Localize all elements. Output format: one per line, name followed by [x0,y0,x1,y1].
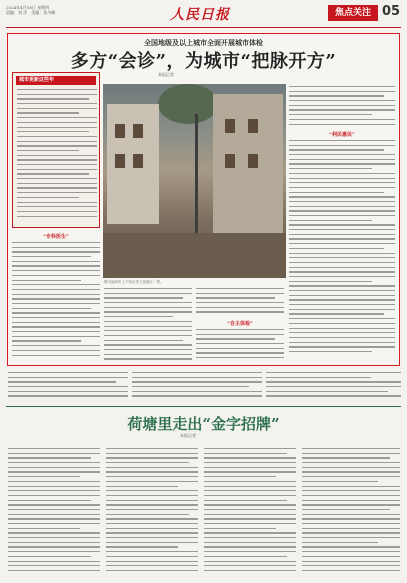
page-number: 05 [382,4,401,19]
subhead-3: “利民惠民” [329,132,355,138]
date-line: 2024年4月18日 星期四 [6,5,50,10]
feature-photo [103,84,286,278]
lower-col-2-text [106,448,198,578]
lower-headline: 荷塘里走出“金字招牌” [127,415,280,433]
feature-headline: 多方“会诊”，为城市“把脉开方” [70,51,337,72]
lower-divider [6,406,401,407]
right-column-text-a [289,86,395,128]
photo-caption: 图为福州市上下杭历史文化街区一景。 [104,280,164,284]
lower-col-4-text [302,448,400,578]
feature-byline: 本报记者 [158,72,174,77]
lower-col-1-text [8,448,100,578]
middle-col-2-text-a [196,288,284,318]
subhead-2: “自主体检” [227,321,253,327]
lower-byline: 本报记者 [180,433,196,438]
lower-left-text [8,372,128,402]
info-line: 责编：刘 洋 美编：张丹峰 [6,10,56,15]
newspaper-logo: 人民日报 [170,7,230,23]
lower-col-3-text [204,448,296,578]
sidebar-box [12,72,100,228]
top-rule [6,27,401,28]
lower-middle-text [132,372,262,402]
middle-col-2-text-b [196,329,284,363]
feature-kicker: 全国地级及以上城市全面开展城市体检 [144,38,263,47]
sidebar-text [17,89,97,224]
masthead-meta [6,5,76,15]
sidebar-title: 城市更新这些年 [16,76,96,85]
middle-col-1-text [104,288,192,363]
subhead-1: “专科医生” [43,234,69,240]
feature-article [7,33,400,366]
masthead [0,0,407,30]
section-tag: 焦点关注 [328,5,378,21]
left-column-text [12,242,100,362]
right-column-text-b [289,140,395,362]
lower-right-text [266,372,401,402]
